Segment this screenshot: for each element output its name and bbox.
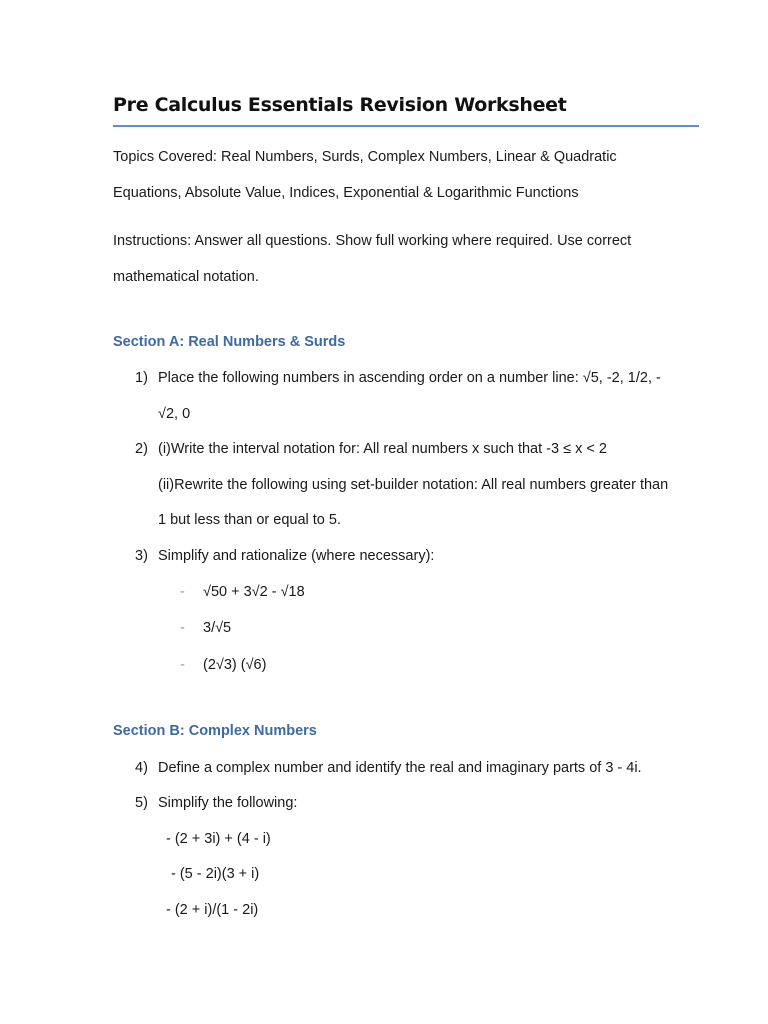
q3-bullet-2: -: [180, 620, 185, 636]
q5-item-2: - (5 - 2i)(3 + i): [171, 866, 260, 882]
q2-number: 2): [135, 441, 148, 457]
q1-number: 1): [135, 370, 148, 386]
q3-number: 3): [135, 548, 148, 564]
instructions-line-1: Instructions: Answer all questions. Show full working where required. Use correct: [113, 233, 632, 249]
q3-item-1: √50 + 3√2 - √18: [203, 584, 305, 600]
section-a-heading: Section A: Real Numbers & Surds: [113, 334, 346, 350]
q2-line-2: (ii)Rewrite the following using set-builder notation: All real numbers greater than: [158, 477, 669, 493]
q4-line-1: Define a complex number and identify the real and imaginary parts of 3 - 4i.: [158, 760, 642, 776]
q1-line-2: √2, 0: [158, 406, 191, 422]
instructions-line-2: mathematical notation.: [113, 269, 259, 285]
topics-line-1: Topics Covered: Real Numbers, Surds, Complex Numbers, Linear & Quadratic: [113, 149, 617, 165]
q3-bullet-1: -: [180, 584, 185, 600]
q3-bullet-3: -: [180, 657, 185, 673]
q1-line-1: Place the following numbers in ascending order on a number line: √5, -2, 1/2, -: [158, 370, 661, 386]
q3-item-2: 3/√5: [203, 620, 232, 636]
q5-item-3: - (2 + i)/(1 - 2i): [166, 902, 259, 918]
q2-line-1: (i)Write the interval notation for: All real numbers x such that -3 ≤ x < 2: [158, 441, 607, 457]
instructions-paragraph: [113, 223, 699, 295]
title-underline: [113, 125, 699, 127]
q5-line-1: Simplify the following:: [158, 795, 298, 811]
q5-number: 5): [135, 795, 148, 811]
page-title: Pre Calculus Essentials Revision Worksheet: [113, 94, 567, 116]
topics-paragraph: [113, 139, 699, 211]
topics-line-2: Equations, Absolute Value, Indices, Exponential & Logarithmic Functions: [113, 185, 579, 201]
q5-item-1: - (2 + 3i) + (4 - i): [166, 831, 271, 847]
q3-line-1: Simplify and rationalize (where necessary):: [158, 548, 435, 564]
section-b-heading: Section B: Complex Numbers: [113, 723, 317, 739]
q2-line-3: 1 but less than or equal to 5.: [158, 512, 341, 528]
q3-item-3: (2√3) (√6): [203, 657, 267, 673]
q4-number: 4): [135, 760, 148, 776]
